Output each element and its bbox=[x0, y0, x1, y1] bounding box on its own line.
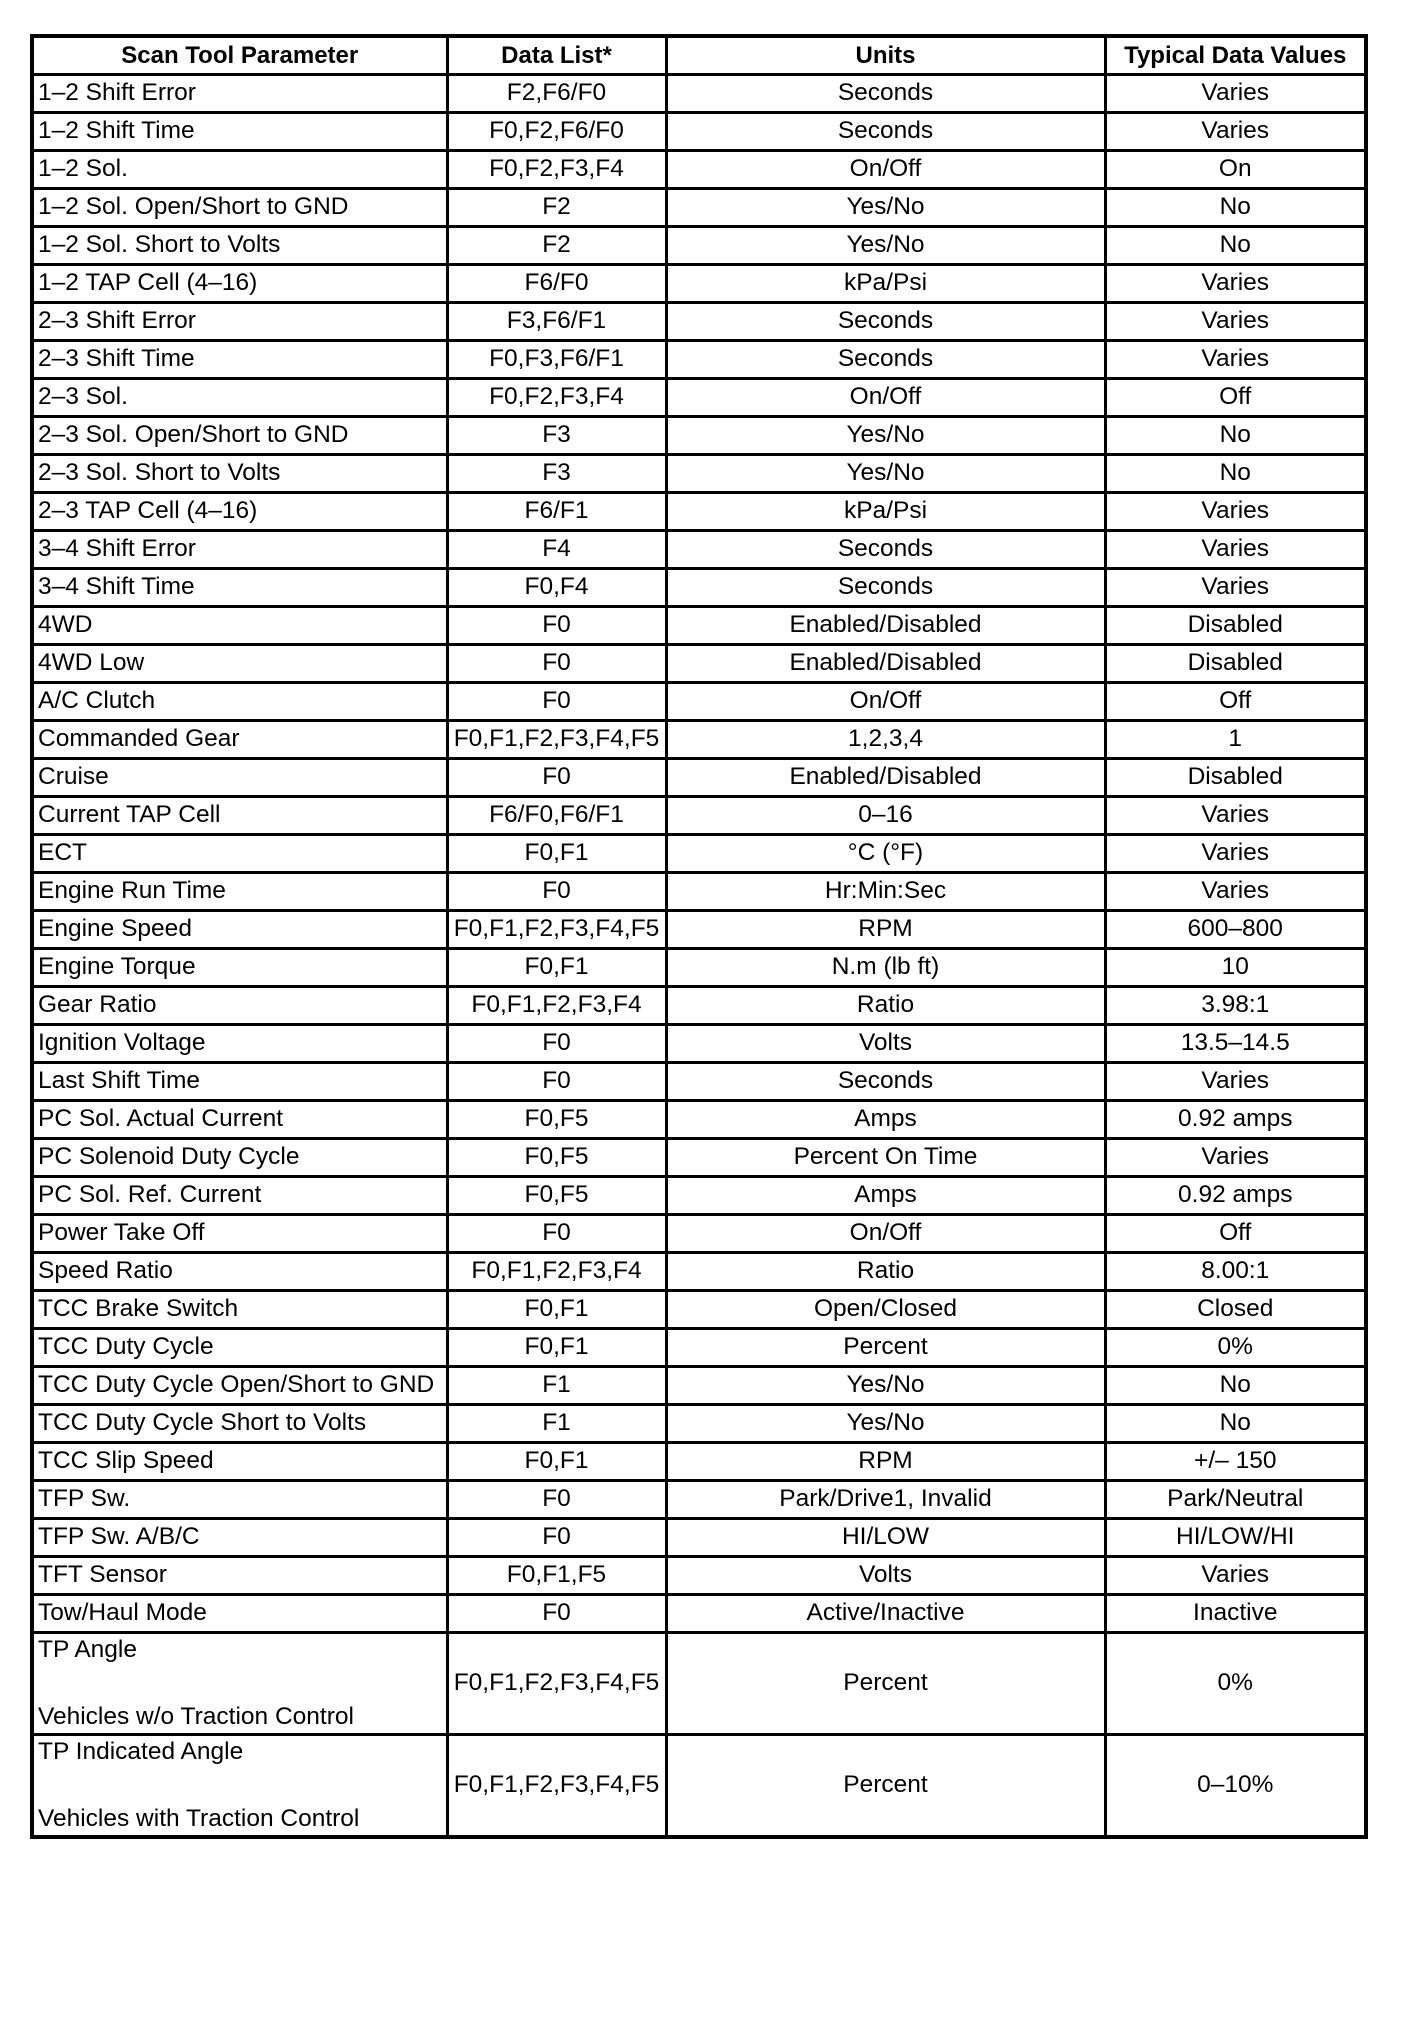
parameter-cell: Commanded Gear bbox=[32, 721, 447, 759]
typical-value-cell: 3.98:1 bbox=[1105, 987, 1366, 1025]
parameter-cell: 1–2 Sol. bbox=[32, 151, 447, 189]
parameter-note: Vehicles with Traction Control bbox=[38, 1804, 360, 1832]
parameter-cell: 4WD bbox=[32, 607, 447, 645]
typical-value-cell: 600–800 bbox=[1105, 911, 1366, 949]
parameter-cell: ECT bbox=[32, 835, 447, 873]
units-cell: Yes/No bbox=[666, 455, 1105, 493]
data-list-cell: F0,F1,F5 bbox=[447, 1557, 666, 1595]
typical-value-cell: Varies bbox=[1105, 113, 1366, 151]
data-list-cell: F0 bbox=[447, 1595, 666, 1633]
units-cell: Yes/No bbox=[666, 1405, 1105, 1443]
table-row bbox=[32, 683, 1366, 721]
parameter-cell: TFT Sensor bbox=[32, 1557, 447, 1595]
table-row bbox=[32, 911, 1366, 949]
data-list-cell: F0,F1,F2,F3,F4,F5 bbox=[447, 1633, 666, 1735]
parameter-cell: TFP Sw. A/B/C bbox=[32, 1519, 447, 1557]
typical-value-cell: No bbox=[1105, 189, 1366, 227]
typical-value-cell: Off bbox=[1105, 683, 1366, 721]
data-list-cell: F1 bbox=[447, 1405, 666, 1443]
parameter-cell: 2–3 Sol. Open/Short to GND bbox=[32, 417, 447, 455]
typical-value-cell: Inactive bbox=[1105, 1595, 1366, 1633]
parameter-cell: Engine Speed bbox=[32, 911, 447, 949]
units-cell: °C (°F) bbox=[666, 835, 1105, 873]
data-list-cell: F3 bbox=[447, 417, 666, 455]
typical-value-cell: Varies bbox=[1105, 303, 1366, 341]
table-row bbox=[32, 1405, 1366, 1443]
typical-value-cell: Varies bbox=[1105, 75, 1366, 113]
parameter-cell: 2–3 Shift Error bbox=[32, 303, 447, 341]
units-cell: Seconds bbox=[666, 341, 1105, 379]
data-list-cell: F2,F6/F0 bbox=[447, 75, 666, 113]
parameter-cell: A/C Clutch bbox=[32, 683, 447, 721]
data-list-cell: F0,F1,F2,F3,F4,F5 bbox=[447, 911, 666, 949]
table-row bbox=[32, 949, 1366, 987]
typical-value-cell: 0.92 amps bbox=[1105, 1101, 1366, 1139]
parameter-cell: 1–2 TAP Cell (4–16) bbox=[32, 265, 447, 303]
table-row bbox=[32, 493, 1366, 531]
units-cell: On/Off bbox=[666, 379, 1105, 417]
data-list-cell: F0 bbox=[447, 1063, 666, 1101]
typical-value-cell: Varies bbox=[1105, 265, 1366, 303]
units-cell: RPM bbox=[666, 911, 1105, 949]
typical-value-cell: Varies bbox=[1105, 797, 1366, 835]
units-cell: Yes/No bbox=[666, 189, 1105, 227]
typical-value-cell: Varies bbox=[1105, 1557, 1366, 1595]
table-row bbox=[32, 873, 1366, 911]
typical-value-cell: Varies bbox=[1105, 873, 1366, 911]
table-row bbox=[32, 75, 1366, 113]
data-list-cell: F0 bbox=[447, 683, 666, 721]
parameter-cell: Engine Run Time bbox=[32, 873, 447, 911]
table-row bbox=[32, 151, 1366, 189]
parameter-cell: 1–2 Shift Time bbox=[32, 113, 447, 151]
data-list-cell: F0,F1 bbox=[447, 1443, 666, 1481]
typical-value-cell: Varies bbox=[1105, 493, 1366, 531]
table-row bbox=[32, 1329, 1366, 1367]
data-list-cell: F0,F1 bbox=[447, 835, 666, 873]
units-cell: N.m (lb ft) bbox=[666, 949, 1105, 987]
table-row bbox=[32, 759, 1366, 797]
header-units: Units bbox=[666, 36, 1105, 75]
typical-value-cell: Off bbox=[1105, 379, 1366, 417]
table-body bbox=[32, 75, 1366, 1838]
typical-value-cell: Varies bbox=[1105, 531, 1366, 569]
table-row bbox=[32, 797, 1366, 835]
parameter-cell: PC Sol. Ref. Current bbox=[32, 1177, 447, 1215]
data-list-cell: F1 bbox=[447, 1367, 666, 1405]
data-list-cell: F0,F1,F2,F3,F4,F5 bbox=[447, 1735, 666, 1838]
typical-value-cell: Varies bbox=[1105, 835, 1366, 873]
parameter-cell: 1–2 Shift Error bbox=[32, 75, 447, 113]
typical-value-cell: 1 bbox=[1105, 721, 1366, 759]
data-list-cell: F0,F1,F2,F3,F4,F5 bbox=[447, 721, 666, 759]
table-row bbox=[32, 645, 1366, 683]
table-row bbox=[32, 607, 1366, 645]
units-cell: HI/LOW bbox=[666, 1519, 1105, 1557]
parameter-cell: Engine Torque bbox=[32, 949, 447, 987]
units-cell: Yes/No bbox=[666, 417, 1105, 455]
data-list-cell: F0 bbox=[447, 759, 666, 797]
units-cell: Amps bbox=[666, 1101, 1105, 1139]
scan-tool-parameter-table bbox=[30, 34, 1368, 1839]
header-typical-data-values: Typical Data Values bbox=[1105, 36, 1366, 75]
units-cell: Ratio bbox=[666, 987, 1105, 1025]
units-cell: Seconds bbox=[666, 303, 1105, 341]
table-row bbox=[32, 1063, 1366, 1101]
units-cell: Percent bbox=[666, 1633, 1105, 1735]
parameter-cell bbox=[32, 1735, 447, 1838]
data-list-cell: F0,F2,F3,F4 bbox=[447, 151, 666, 189]
units-cell: Percent On Time bbox=[666, 1139, 1105, 1177]
parameter-cell: TCC Duty Cycle bbox=[32, 1329, 447, 1367]
typical-value-cell: No bbox=[1105, 1405, 1366, 1443]
data-list-cell: F0,F4 bbox=[447, 569, 666, 607]
data-list-cell: F0,F3,F6/F1 bbox=[447, 341, 666, 379]
table-row bbox=[32, 303, 1366, 341]
typical-value-cell: Park/Neutral bbox=[1105, 1481, 1366, 1519]
units-cell: Enabled/Disabled bbox=[666, 607, 1105, 645]
table-row bbox=[32, 987, 1366, 1025]
data-list-cell: F0 bbox=[447, 645, 666, 683]
parameter-cell: TCC Slip Speed bbox=[32, 1443, 447, 1481]
units-cell: Volts bbox=[666, 1557, 1105, 1595]
data-list-cell: F0 bbox=[447, 1519, 666, 1557]
parameter-cell: 2–3 Sol. Short to Volts bbox=[32, 455, 447, 493]
table-row bbox=[32, 1101, 1366, 1139]
table-row bbox=[32, 1557, 1366, 1595]
table-row bbox=[32, 113, 1366, 151]
table-row bbox=[32, 455, 1366, 493]
units-cell: 0–16 bbox=[666, 797, 1105, 835]
parameter-cell: TCC Duty Cycle Open/Short to GND bbox=[32, 1367, 447, 1405]
parameter-cell: Gear Ratio bbox=[32, 987, 447, 1025]
data-list-cell: F6/F0 bbox=[447, 265, 666, 303]
typical-value-cell: Off bbox=[1105, 1215, 1366, 1253]
parameter-cell: 2–3 TAP Cell (4–16) bbox=[32, 493, 447, 531]
units-cell: Seconds bbox=[666, 75, 1105, 113]
data-list-cell: F0,F1 bbox=[447, 1329, 666, 1367]
table-row bbox=[32, 1253, 1366, 1291]
parameter-cell: 1–2 Sol. Short to Volts bbox=[32, 227, 447, 265]
table-row bbox=[32, 1367, 1366, 1405]
data-list-cell: F0,F5 bbox=[447, 1177, 666, 1215]
header-data-list: Data List* bbox=[447, 36, 666, 75]
table-row-tall bbox=[32, 1633, 1366, 1735]
parameter-cell: Cruise bbox=[32, 759, 447, 797]
header-scan-tool-parameter: Scan Tool Parameter bbox=[32, 36, 447, 75]
data-list-cell: F0 bbox=[447, 1025, 666, 1063]
table-row bbox=[32, 1519, 1366, 1557]
data-list-cell: F0 bbox=[447, 1481, 666, 1519]
units-cell: kPa/Psi bbox=[666, 265, 1105, 303]
units-cell: Yes/No bbox=[666, 227, 1105, 265]
typical-value-cell: 0.92 amps bbox=[1105, 1177, 1366, 1215]
table-row bbox=[32, 569, 1366, 607]
data-list-cell: F0,F2,F3,F4 bbox=[447, 379, 666, 417]
units-cell: On/Off bbox=[666, 1215, 1105, 1253]
table-row bbox=[32, 1595, 1366, 1633]
typical-value-cell: 13.5–14.5 bbox=[1105, 1025, 1366, 1063]
parameter-cell: 1–2 Sol. Open/Short to GND bbox=[32, 189, 447, 227]
units-cell: Open/Closed bbox=[666, 1291, 1105, 1329]
table-row bbox=[32, 265, 1366, 303]
data-list-cell: F0,F5 bbox=[447, 1139, 666, 1177]
typical-value-cell: 0–10% bbox=[1105, 1735, 1366, 1838]
typical-value-cell: 10 bbox=[1105, 949, 1366, 987]
units-cell: Volts bbox=[666, 1025, 1105, 1063]
table-row bbox=[32, 1025, 1366, 1063]
table-row bbox=[32, 379, 1366, 417]
data-list-cell: F0 bbox=[447, 607, 666, 645]
typical-value-cell: On bbox=[1105, 151, 1366, 189]
typical-value-cell: +/– 150 bbox=[1105, 1443, 1366, 1481]
typical-value-cell: HI/LOW/HI bbox=[1105, 1519, 1366, 1557]
units-cell: kPa/Psi bbox=[666, 493, 1105, 531]
parameter-cell: 2–3 Shift Time bbox=[32, 341, 447, 379]
table-header-row bbox=[32, 36, 1366, 75]
units-cell: Seconds bbox=[666, 113, 1105, 151]
parameter-cell: 3–4 Shift Time bbox=[32, 569, 447, 607]
units-cell: Seconds bbox=[666, 1063, 1105, 1101]
units-cell: On/Off bbox=[666, 683, 1105, 721]
table-row bbox=[32, 1443, 1366, 1481]
units-cell: Percent bbox=[666, 1329, 1105, 1367]
table-row bbox=[32, 1291, 1366, 1329]
parameter-cell: Power Take Off bbox=[32, 1215, 447, 1253]
table-row bbox=[32, 227, 1366, 265]
parameter-cell: PC Sol. Actual Current bbox=[32, 1101, 447, 1139]
parameter-cell: Last Shift Time bbox=[32, 1063, 447, 1101]
data-list-cell: F0,F1 bbox=[447, 1291, 666, 1329]
table-row bbox=[32, 1139, 1366, 1177]
table-row bbox=[32, 417, 1366, 455]
parameter-cell bbox=[32, 1633, 447, 1735]
parameter-cell: 3–4 Shift Error bbox=[32, 531, 447, 569]
typical-value-cell: No bbox=[1105, 455, 1366, 493]
units-cell: Enabled/Disabled bbox=[666, 759, 1105, 797]
units-cell: Seconds bbox=[666, 531, 1105, 569]
table-row bbox=[32, 1177, 1366, 1215]
parameter-cell: TCC Brake Switch bbox=[32, 1291, 447, 1329]
parameter-cell: 4WD Low bbox=[32, 645, 447, 683]
table-row bbox=[32, 835, 1366, 873]
data-list-cell: F0,F1,F2,F3,F4 bbox=[447, 987, 666, 1025]
units-cell: Yes/No bbox=[666, 1367, 1105, 1405]
table-row bbox=[32, 1481, 1366, 1519]
data-list-cell: F0,F1,F2,F3,F4 bbox=[447, 1253, 666, 1291]
units-cell: Seconds bbox=[666, 569, 1105, 607]
units-cell: Amps bbox=[666, 1177, 1105, 1215]
units-cell: Enabled/Disabled bbox=[666, 645, 1105, 683]
parameter-cell: TFP Sw. bbox=[32, 1481, 447, 1519]
table-row bbox=[32, 721, 1366, 759]
units-cell: Hr:Min:Sec bbox=[666, 873, 1105, 911]
typical-value-cell: Varies bbox=[1105, 569, 1366, 607]
data-list-cell: F0 bbox=[447, 1215, 666, 1253]
data-list-cell: F2 bbox=[447, 227, 666, 265]
typical-value-cell: Closed bbox=[1105, 1291, 1366, 1329]
table-row bbox=[32, 531, 1366, 569]
typical-value-cell: Disabled bbox=[1105, 645, 1366, 683]
units-cell: RPM bbox=[666, 1443, 1105, 1481]
typical-value-cell: No bbox=[1105, 227, 1366, 265]
typical-value-cell: 0% bbox=[1105, 1633, 1366, 1735]
typical-value-cell: No bbox=[1105, 1367, 1366, 1405]
typical-value-cell: Varies bbox=[1105, 1139, 1366, 1177]
parameter-cell: TCC Duty Cycle Short to Volts bbox=[32, 1405, 447, 1443]
typical-value-cell: 0% bbox=[1105, 1329, 1366, 1367]
data-list-cell: F0,F1 bbox=[447, 949, 666, 987]
units-cell: Percent bbox=[666, 1735, 1105, 1838]
data-list-cell: F6/F1 bbox=[447, 493, 666, 531]
units-cell: Park/Drive1, Invalid bbox=[666, 1481, 1105, 1519]
parameter-cell: Tow/Haul Mode bbox=[32, 1595, 447, 1633]
data-list-cell: F3,F6/F1 bbox=[447, 303, 666, 341]
data-list-cell: F2 bbox=[447, 189, 666, 227]
units-cell: Ratio bbox=[666, 1253, 1105, 1291]
table-row bbox=[32, 1215, 1366, 1253]
data-list-cell: F3 bbox=[447, 455, 666, 493]
data-list-cell: F4 bbox=[447, 531, 666, 569]
typical-value-cell: 8.00:1 bbox=[1105, 1253, 1366, 1291]
parameter-cell: Ignition Voltage bbox=[32, 1025, 447, 1063]
parameter-name: TP Indicated Angle bbox=[38, 1738, 244, 1766]
parameter-cell: PC Solenoid Duty Cycle bbox=[32, 1139, 447, 1177]
typical-value-cell: Disabled bbox=[1105, 759, 1366, 797]
parameter-cell: 2–3 Sol. bbox=[32, 379, 447, 417]
units-cell: On/Off bbox=[666, 151, 1105, 189]
parameter-note: Vehicles w/o Traction Control bbox=[38, 1702, 354, 1730]
table-row-tall bbox=[32, 1735, 1366, 1838]
data-list-cell: F0 bbox=[447, 873, 666, 911]
typical-value-cell: Varies bbox=[1105, 1063, 1366, 1101]
units-cell: 1,2,3,4 bbox=[666, 721, 1105, 759]
data-list-cell: F0,F5 bbox=[447, 1101, 666, 1139]
typical-value-cell: Disabled bbox=[1105, 607, 1366, 645]
table-row bbox=[32, 341, 1366, 379]
units-cell: Active/Inactive bbox=[666, 1595, 1105, 1633]
parameter-cell: Current TAP Cell bbox=[32, 797, 447, 835]
table-row bbox=[32, 189, 1366, 227]
typical-value-cell: No bbox=[1105, 417, 1366, 455]
typical-value-cell: Varies bbox=[1105, 341, 1366, 379]
data-list-cell: F0,F2,F6/F0 bbox=[447, 113, 666, 151]
data-list-cell: F6/F0,F6/F1 bbox=[447, 797, 666, 835]
parameter-name: TP Angle bbox=[38, 1636, 137, 1664]
parameter-cell: Speed Ratio bbox=[32, 1253, 447, 1291]
